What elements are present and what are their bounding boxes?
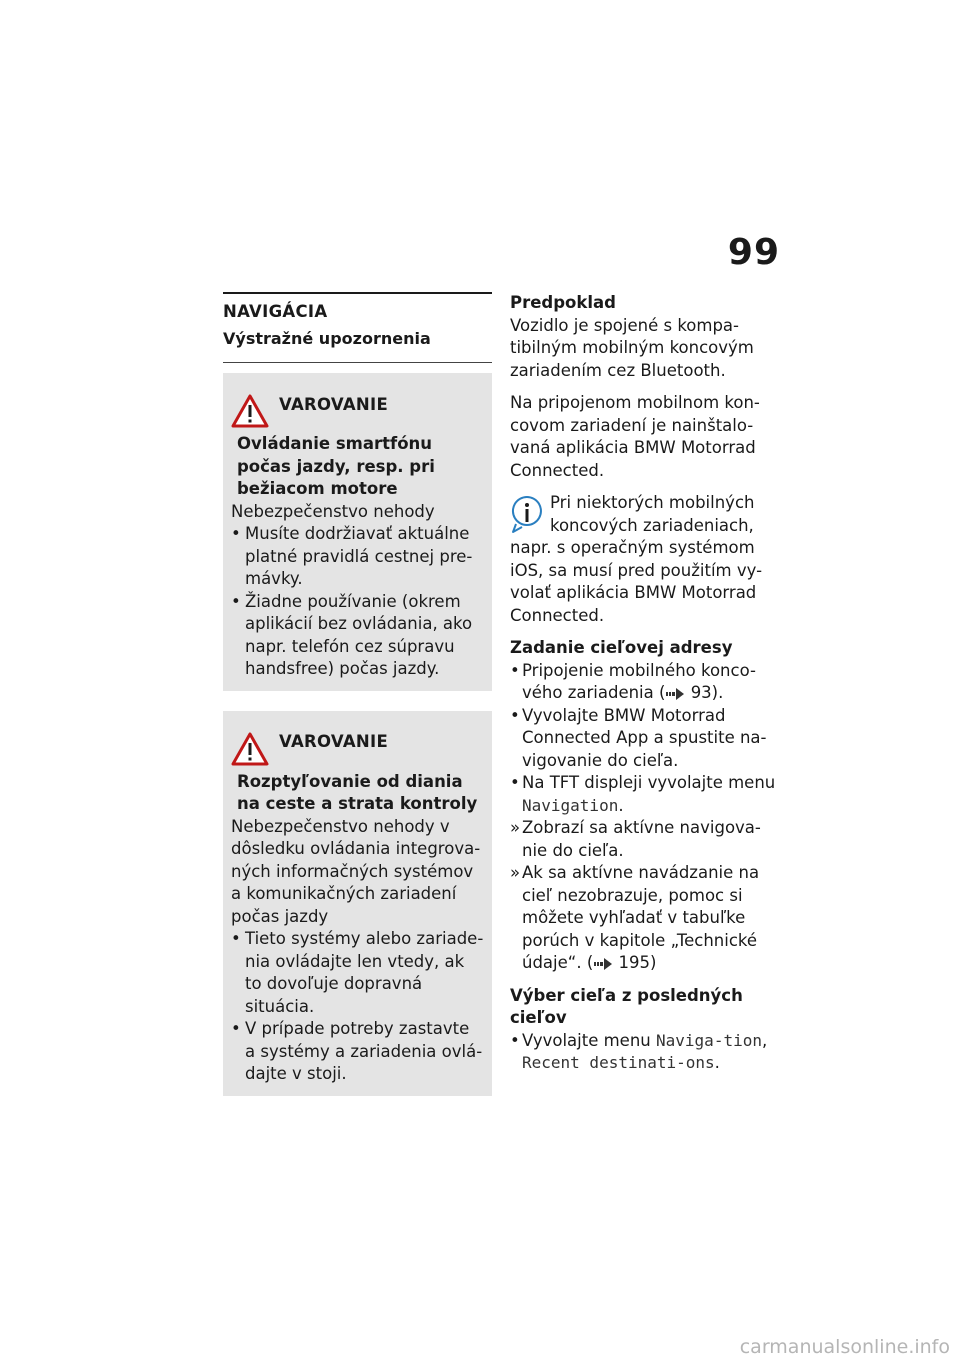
result-item: » Ak sa aktívne navádzanie na cieľ nezobrazuje, pomoc si môžete vyhľadať v tabuľke porúch v kapitole „Technické údaje“. ( 195): [510, 863, 760, 972]
warning-triangle-icon: [231, 732, 269, 766]
list-item: • Musíte dodržiavať aktuálne platné pravidlá cestnej pre-mávky.: [231, 524, 473, 588]
info-icon: [510, 494, 544, 534]
list-item: • Na TFT displeji vyvolajte menu Navigation.: [510, 773, 776, 815]
subsection-title: Výstražné upozornenia: [223, 329, 431, 348]
result-item: » Zobrazí sa aktívne navigova-nie do cieľa.: [510, 818, 761, 860]
warning-title: Ovládanie smartfónu počas jazdy, resp. pri bežiacom motore: [237, 434, 435, 498]
right-column: [510, 292, 778, 1075]
page-reference-arrow-icon: [593, 958, 613, 970]
section-rule: [223, 292, 492, 294]
warning-triangle-icon: [231, 394, 269, 428]
info-note-text: napr. s operačným systémom iOS, sa musí pred použitím vy-volať aplikácia BMW Motorrad Connected.: [510, 538, 763, 625]
list-item: • Tieto systémy alebo zariade-nia ovládajte len vtedy, ak to dovoľuje dopravná situácia.: [231, 929, 484, 1016]
menu-name: Navigation: [522, 795, 619, 815]
left-column: [223, 292, 492, 1096]
list-item: • Vyvolajte menu Naviga-tion, Recent destinati-ons.: [510, 1030, 768, 1072]
warning-body: Nebezpečenstvo nehody: [231, 501, 435, 521]
warning-body: Nebezpečenstvo nehody v dôsledku ovládania integrova-ných informačných systémov a komunikačných zariadení počas jazdy: [231, 816, 481, 926]
warning-label: VAROVANIE: [279, 732, 389, 751]
watermark: carmanualsonline.info: [739, 1336, 950, 1358]
page-number: 99: [727, 232, 780, 273]
list-item: • Žiadne používanie (okrem aplikácií bez ovládania, ako napr. telefón cez súpravu handsfree) počas jazdy.: [231, 591, 473, 678]
destination-title: Zadanie cieľovej adresy: [510, 638, 733, 657]
page-reference-arrow-icon: [665, 688, 685, 700]
warning-label: VAROVANIE: [279, 394, 389, 414]
prerequisite-paragraph-2: Na pripojenom mobilnom kon-covom zariadení je nainštalo-vaná aplikácia BMW Motorrad Connected.: [510, 393, 760, 480]
menu-name: Naviga-tion: [656, 1030, 762, 1050]
warning-title: Rozptyľovanie od diania na ceste a strata kontroly: [237, 771, 478, 813]
list-item: • V prípade potreby zastavte a systémy a zariadenia ovlá-dajte v stoji.: [231, 1019, 483, 1083]
list-item: • Pripojenie mobilného konco-vého zariadenia ( 93).: [510, 660, 756, 702]
warning-box-2: [223, 711, 492, 1096]
prerequisite-title: Predpoklad: [510, 293, 616, 312]
menu-name: Recent destinati-ons: [522, 1053, 715, 1072]
section-title: NAVIGÁCIA: [223, 302, 328, 321]
prerequisite-paragraph-1: Vozidlo je spojené s kompa-tibilným mobilným koncovým zariadením cez Bluetooth.: [510, 315, 754, 380]
list-item: • Vyvolajte BMW Motorrad Connected App a spustite na-vigovanie do cieľa.: [510, 705, 767, 770]
info-note-line-2: koncových zariadeniach,: [550, 515, 754, 535]
info-note-line-1: Pri niektorých mobilných: [550, 493, 755, 512]
recent-destinations-title: Výber cieľa z posledných cieľov: [510, 985, 743, 1027]
subsection-rule: [223, 362, 492, 363]
warning-box-1: [223, 373, 492, 691]
info-note: [510, 492, 778, 627]
